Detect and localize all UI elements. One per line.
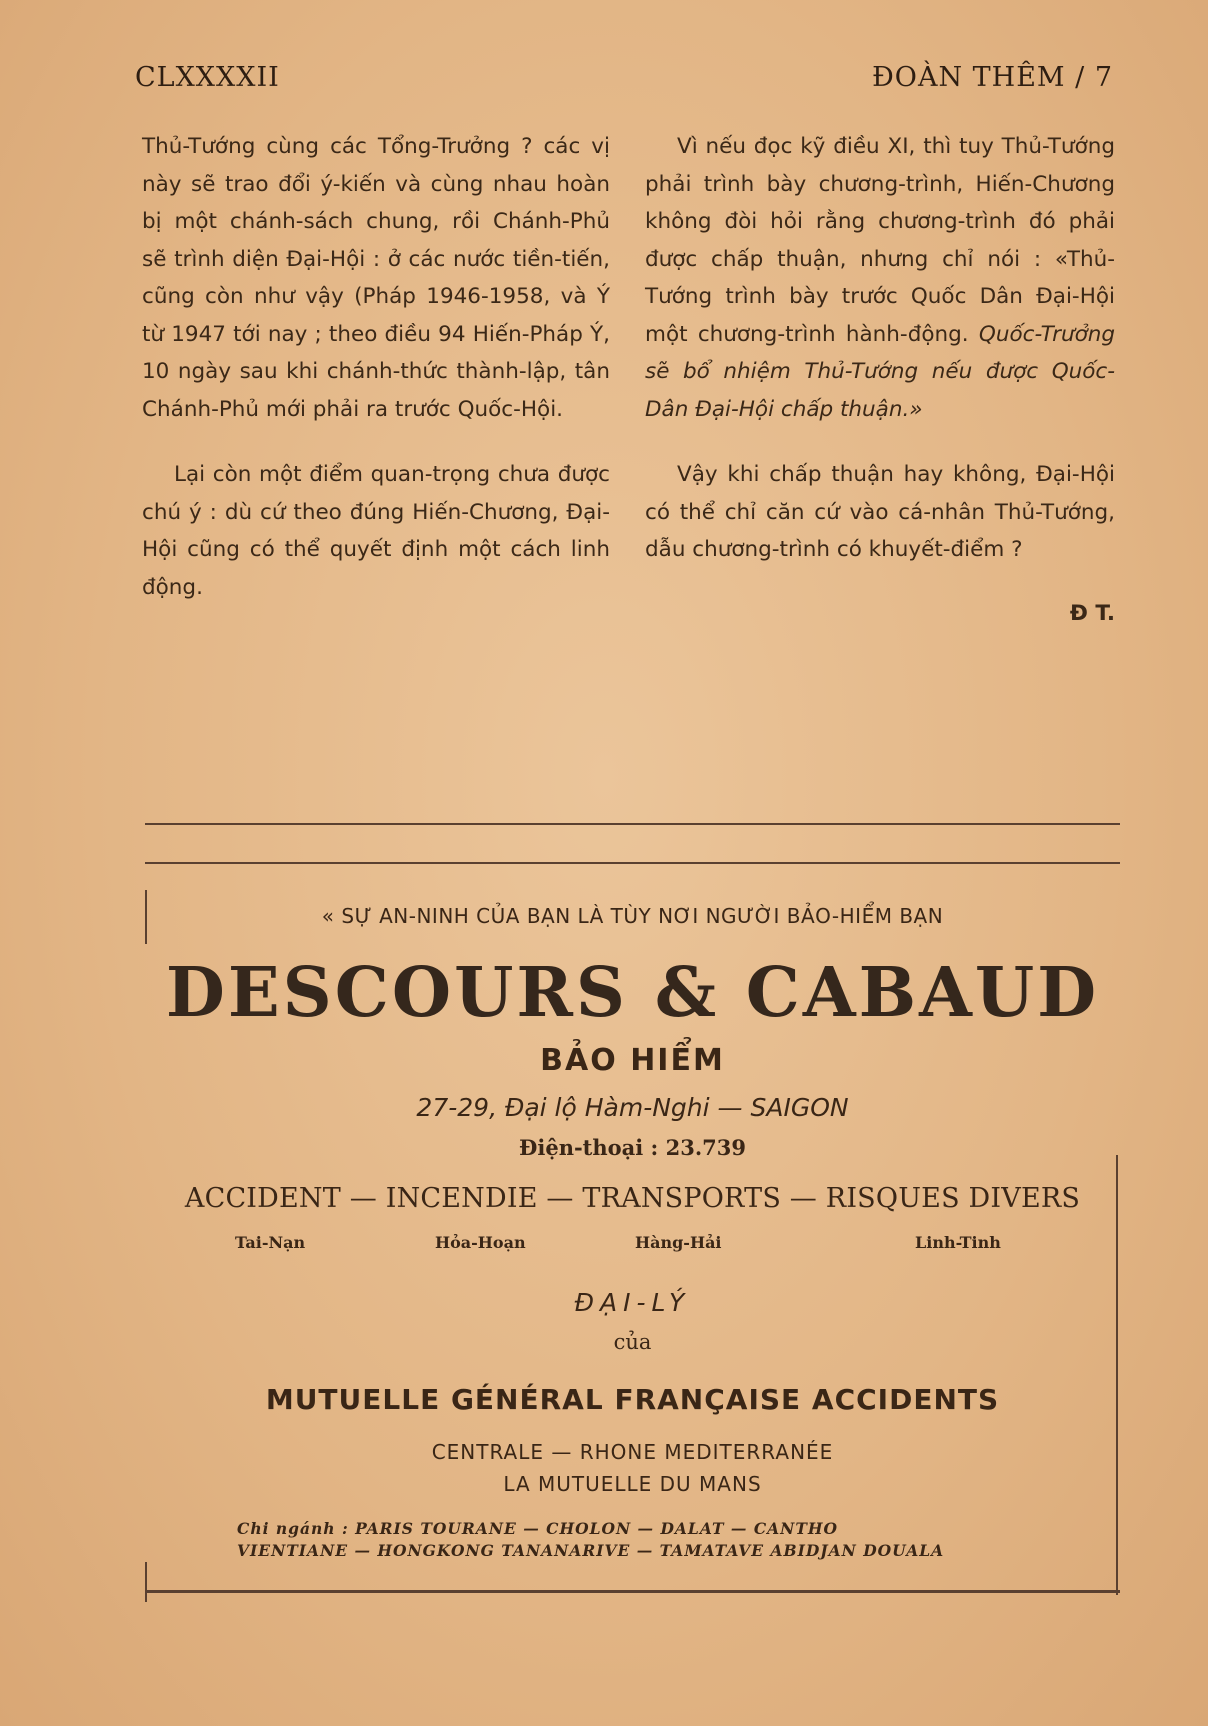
ad-affiliate: LA MUTUELLE DU MANS xyxy=(503,1472,762,1496)
divider-rule xyxy=(145,823,1120,825)
section-number: CLXXXXII xyxy=(135,62,280,93)
ad-affiliate: CENTRALE — RHONE MEDITERRANÉE xyxy=(431,1440,834,1464)
ad-insurance-lines: ACCIDENT — INCENDIE — TRANSPORTS — RISQUES DIVERS xyxy=(184,1183,1081,1214)
ad-categories xyxy=(145,1233,1120,1263)
ad-branches: Chi ngánh : PARIS TOURANE — CHOLON — DALAT — CANTHO xyxy=(237,1519,839,1538)
ad-subtitle: BẢO HIỂM xyxy=(540,1043,725,1078)
category-label: Tai-Nạn xyxy=(235,1233,306,1252)
paragraph: Thủ-Tướng cùng các Tổng-Trưởng ? các vị này sẽ trao đổi ý-kiến và cùng nhau hoàn bị một chánh-sách chung, rồi Chánh-Phủ sẽ trình diện Đại-Hội : ở các nước tiền-tiến, cũng còn như vậy (Pháp 1946-1958, và Ý từ 1947 tới nay ; theo điều 94 Hiến-Pháp Ý, 10 ngày sau khi chánh-thức thành-lập, tân Chánh-Phủ mới phải ra trước Quốc-Hội. xyxy=(142,134,610,422)
right-column xyxy=(645,128,1115,632)
paragraph-text: Vì nếu đọc kỹ điều XI, thì tuy Thủ-Tướng phải trình bày chương-trình, Hiến-Chương không đòi hỏi rằng chương-trình đó phải được chấp thuận, nhưng chỉ nói : «Thủ-Tướng trình bày trước Quốc Dân Đại-Hội một chương-trình hành-động. xyxy=(645,134,1115,347)
category-label: Linh-Tinh xyxy=(915,1233,1001,1252)
author-page-number: ĐOÀN THÊM / 7 xyxy=(872,62,1113,93)
category-label: Hỏa-Hoạn xyxy=(435,1233,526,1252)
insurance-advertisement xyxy=(145,868,1120,1598)
author-signature: Đ T. xyxy=(1069,600,1115,626)
ad-company-name: MUTUELLE GÉNÉRAL FRANÇAISE ACCIDENTS xyxy=(265,1383,1000,1416)
ad-branches: VIENTIANE — HONGKONG TANANARIVE — TAMATAVE ABIDJAN DOUALA xyxy=(237,1541,945,1560)
ad-of-label: của xyxy=(613,1330,652,1354)
ad-phone: Điện-thoại : 23.739 xyxy=(519,1135,746,1160)
running-head xyxy=(135,62,1113,93)
ad-brand-name: DESCOURS & CABAUD xyxy=(165,953,1100,1033)
category-label: Hàng-Hải xyxy=(635,1233,722,1252)
paragraph: Lại còn một điểm quan-trọng chưa được chú ý : dù cứ theo đúng Hiến-Chương, Đại-Hội cũng có thể quyết định một cách linh động. xyxy=(142,462,610,600)
ad-address: 27-29, Đại lộ Hàm-Nghi — SAIGON xyxy=(416,1093,849,1122)
ad-agent-label: ĐẠI-LÝ xyxy=(574,1288,691,1317)
paragraph: Vậy khi chấp thuận hay không, Đại-Hội có thể chỉ căn cứ vào cá-nhân Thủ-Tướng, dẫu chương-trình có khuyết-điểm ? xyxy=(645,462,1115,562)
ad-tagline: « SỰ AN-NINH CỦA BẠN LÀ TÙY NƠI NGƯỜI BẢO-HIỂM BẠN xyxy=(321,904,944,928)
ad-top-border xyxy=(145,862,1120,864)
paragraph xyxy=(645,128,1115,428)
left-column xyxy=(142,128,610,634)
quoted-article: Quốc-Trưởng sẽ bổ nhiệm Thủ-Tướng nếu được Quốc-Dân Đại-Hội chấp thuận.» xyxy=(645,321,1115,422)
